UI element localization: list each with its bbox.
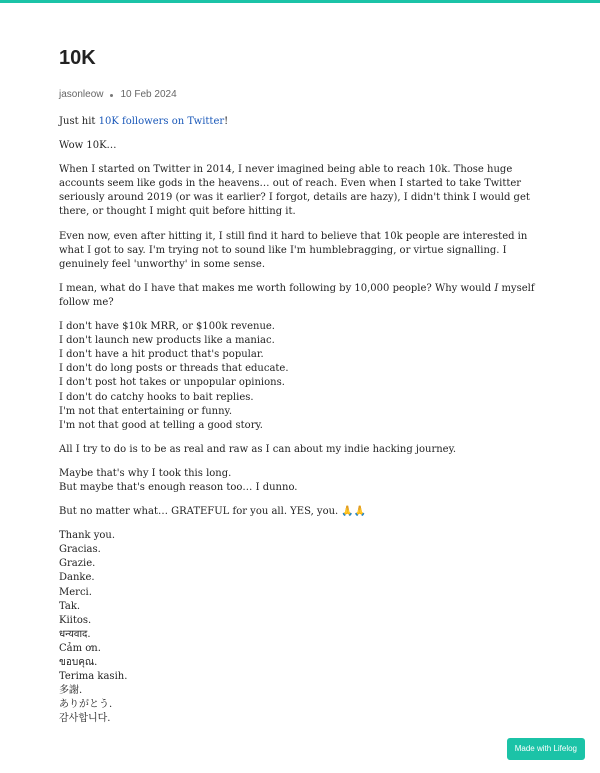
list-line: I don't have a hit product that's popular.	[59, 349, 264, 361]
post-body	[59, 115, 544, 726]
thanks-line: Terima kasih.	[59, 671, 128, 683]
list-line: I'm not that good at telling a good story.	[59, 419, 263, 431]
thanks-line: 多謝.	[59, 685, 83, 697]
thanks-line: Kiitos.	[59, 614, 92, 626]
paragraph: But no matter what… GRATEFUL for you all. YES, you. 🙏🙏	[59, 506, 367, 518]
post-date: 10 Feb 2024	[120, 89, 177, 100]
article	[59, 44, 544, 736]
list-line: I don't launch new products like a maniac.	[59, 335, 275, 347]
thanks-line: धन्यवाद.	[59, 628, 91, 640]
list-line: I don't do long posts or threads that educate.	[59, 363, 289, 375]
list-line: I don't have $10k MRR, or $100k revenue.	[59, 321, 275, 333]
made-with-lifelog-button[interactable]: Made with Lifelog	[507, 738, 585, 760]
thanks-line: Tak.	[59, 600, 81, 612]
twitter-followers-link[interactable]: 10K followers on Twitter	[98, 116, 225, 127]
thanks-list	[59, 529, 544, 726]
thanks-line: 감사합니다.	[59, 713, 111, 725]
thanks-line: Thank you.	[59, 530, 116, 542]
paragraph: Even now, even after hitting it, I still find it hard to believe that 10k people are interested in what I got to say. I'm trying not to sound like I'm humblebragging, or virtue signalling. I genuinely feel 'unworthy' in some sense.	[59, 230, 528, 270]
thanks-line: Grazie.	[59, 558, 96, 570]
text: myself follow me?	[59, 282, 535, 308]
paragraph: When I started on Twitter in 2014, I never imagined being able to reach 10k. Those huge accounts seem like gods in the heavens… out of reach. Even when I started to take Twitter seriously around 2019 (or was it earlier? I forgot, details are hazy), I didn't think I would get there, or thought I might quit before hitting it.	[59, 164, 530, 218]
paragraph: All I try to do is to be as real and raw as I can about my indie hacking journey.	[59, 443, 457, 455]
top-accent-bar	[0, 0, 600, 3]
list-line: I don't post hot takes or unpopular opinions.	[59, 377, 285, 389]
author-name[interactable]: jasonleow	[59, 89, 104, 100]
thanks-line: ありがとう.	[59, 699, 113, 711]
paragraph	[59, 282, 544, 310]
thanks-line: ขอบคุณ.	[59, 657, 98, 668]
text: !	[224, 116, 229, 127]
text: I mean, what do I have that makes me worth following by 10,000 people? Why would	[59, 282, 495, 294]
thanks-line: Merci.	[59, 586, 92, 598]
post-title: 10K	[59, 47, 96, 69]
post-meta	[59, 89, 544, 101]
paragraph: Wow 10K…	[59, 140, 117, 152]
not-list-paragraph	[59, 320, 544, 433]
line: Maybe that's why I took this long.	[59, 467, 232, 479]
thanks-line: Danke.	[59, 572, 95, 584]
thanks-line: Cảm ơn.	[59, 642, 101, 654]
emphasis: I	[494, 282, 499, 294]
paragraph	[59, 115, 544, 129]
text: Just hit	[59, 116, 99, 127]
list-line: I don't do catchy hooks to bait replies.	[59, 391, 254, 403]
thanks-line: Gracias.	[59, 544, 101, 556]
line: But maybe that's enough reason too… I dunno.	[59, 481, 298, 493]
paragraph	[59, 467, 544, 495]
list-line: I'm not that entertaining or funny.	[59, 405, 233, 417]
meta-separator	[110, 94, 113, 97]
